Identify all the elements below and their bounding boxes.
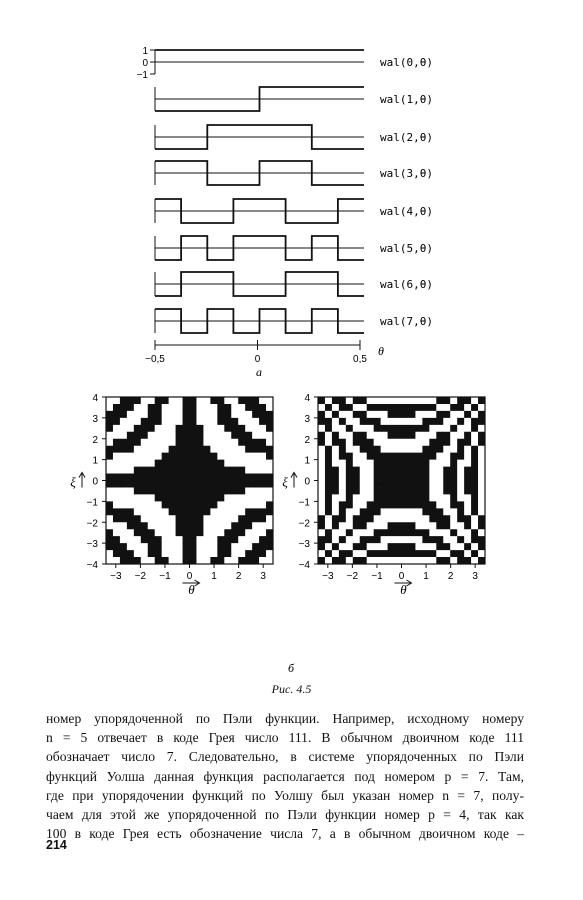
panel-label-a: а: [256, 365, 262, 379]
level-tick: 1: [142, 46, 148, 57]
xi-tick-label: 4: [304, 393, 310, 404]
theta-axis-label: θ: [400, 582, 407, 597]
walsh-label: wal(0,θ): [380, 56, 433, 69]
x-axis-label: θ: [378, 344, 384, 358]
x-tick-label: −0,5: [145, 354, 165, 365]
xi-tick-label: −4: [298, 560, 310, 571]
theta-tick-label: 2: [235, 571, 242, 582]
theta-axis-label: θ: [188, 582, 195, 597]
page-number: 214: [46, 838, 67, 852]
level-tick: 0: [142, 58, 148, 69]
theta-tick-label: −2: [346, 571, 359, 582]
body-text: [46, 709, 524, 843]
walsh-label: wal(5,θ): [380, 242, 433, 255]
theta-tick-label: 0: [398, 571, 405, 582]
x-tick-label: 0: [254, 354, 261, 365]
body-line: n = 5 отвечает в коде Грея число 111. В обычном двоичном коде 111: [46, 730, 524, 746]
body-line: где при упорядочении функций по Уолшу был указан номер n = 7, полу-: [46, 787, 524, 803]
theta-tick-label: −3: [110, 571, 122, 582]
walsh-label: wal(1,θ): [380, 93, 433, 106]
x-tick-label: 0,5: [353, 354, 367, 365]
theta-tick-label: 0: [186, 571, 193, 582]
xi-tick-label: 0: [92, 476, 98, 488]
theta-tick-label: −3: [322, 571, 334, 582]
xi-tick-label: 3: [304, 413, 310, 425]
xi-axis-label: ξ: [70, 474, 76, 490]
theta-tick-label: 2: [447, 571, 454, 582]
theta-tick-label: −2: [134, 571, 147, 582]
figure-caption: Рис. 4.5: [271, 682, 312, 696]
xi-arrow-icon: [291, 473, 297, 488]
xi-tick-label: 4: [92, 393, 98, 404]
body-line: обозначает число 7. Следовательно, в системе упорядоченных по Пэли: [46, 749, 524, 765]
xi-axis-label: ξ: [282, 474, 288, 490]
theta-tick-label: −1: [371, 571, 383, 582]
xi-tick-label: −2: [298, 518, 310, 530]
theta-tick-label: 1: [211, 571, 217, 582]
xi-tick-label: −1: [298, 497, 310, 509]
body-line: 100 в коде Грея есть обозначение числа 7, а в обычном двоичном коде –: [46, 826, 524, 842]
walsh-label: wal(6,θ): [380, 278, 433, 291]
theta-tick-label: 1: [423, 571, 429, 582]
xi-tick-label: 2: [304, 434, 310, 446]
walsh-label: wal(7,θ): [380, 315, 433, 328]
xi-tick-label: 2: [92, 434, 98, 446]
walsh-label: wal(4,θ): [380, 205, 433, 218]
walsh-label: wal(2,θ): [380, 131, 433, 144]
xi-tick-label: −1: [86, 497, 98, 509]
xi-tick-label: 1: [92, 455, 98, 467]
xi-tick-label: −4: [86, 560, 98, 571]
panel-label-b: б: [287, 661, 295, 675]
walsh-functions-panel: [137, 46, 433, 365]
xi-arrow-icon: [79, 473, 85, 488]
pattern-left-panel: [70, 393, 273, 597]
xi-tick-label: −3: [86, 539, 98, 551]
walsh-label: wal(3,θ): [380, 167, 433, 180]
level-tick: −1: [136, 70, 148, 81]
body-line: функций Уолша данная функция располагается под номером p = 7. Там,: [46, 768, 524, 784]
pattern-right-panel: [282, 393, 485, 597]
xi-tick-label: −2: [86, 518, 98, 530]
xi-tick-label: 1: [304, 455, 310, 467]
theta-tick-label: 3: [260, 571, 266, 582]
theta-tick-label: 3: [472, 571, 478, 582]
xi-tick-label: 3: [92, 413, 98, 425]
xi-tick-label: 0: [304, 476, 310, 488]
theta-tick-label: −1: [159, 571, 171, 582]
xi-tick-label: −3: [298, 539, 310, 551]
body-line: номер упорядоченной по Пэли функции. Например, исходному номеру: [46, 711, 524, 726]
body-line: чаем для этой же упорядоченной по Пэли функции номер p = 4, так как: [46, 807, 524, 823]
